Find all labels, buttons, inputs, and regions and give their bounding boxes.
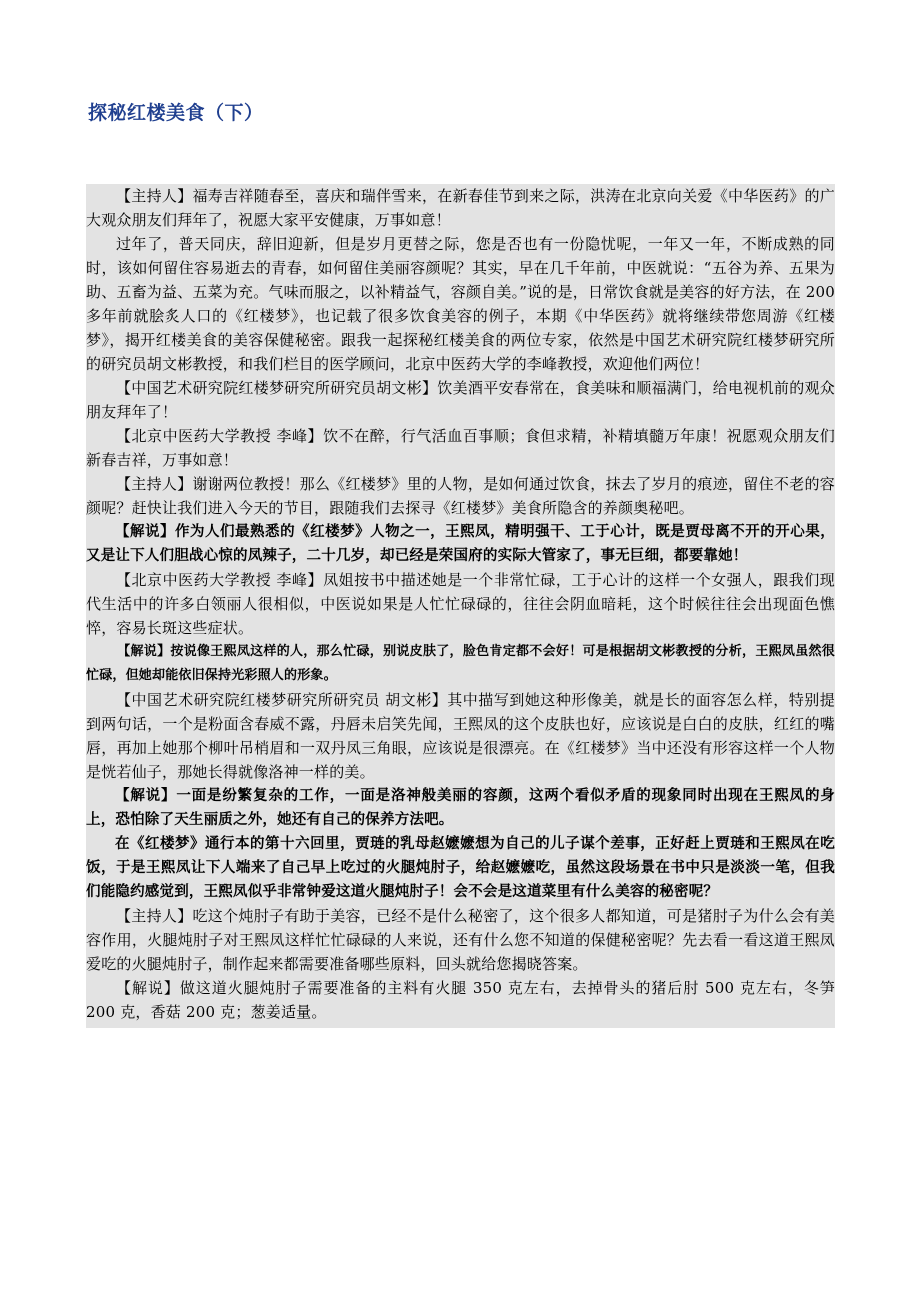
paragraph: 【解说】做这道火腿炖肘子需要准备的主料有火腿 350 克左右，去掉骨头的猪后肘 500 克左右，冬笋 200 克，香菇 200 克；葱姜适量。 (86, 979, 835, 1021)
paragraph: 【主持人】谢谢两位教授！那么《红楼梦》里的人物，是如何通过饮食，抹去了岁月的痕迹，留住不老的容颜呢？赶快让我们进入今天的节目，跟随我们去探寻《红楼梦》美食所隐含的养颜奥秘吧。 (86, 475, 835, 517)
paragraph: 【北京中医药大学教授 李峰】饮不在醉，行气活血百事顺；食但求精，补精填髓万年康！祝愿观众朋友们新春吉祥，万事如意！ (86, 427, 835, 469)
paragraph: 过年了，普天同庆，辞旧迎新，但是岁月更替之际，您是否也有一份隐忧呢，一年又一年，不断成熟的同时，该如何留住容易逝去的青春，如何留住美丽容颜呢？其实，早在几千年前，中医就说：“五谷为养、五果为助、五畜为益、五菜为充。气味而服之，以补精益气，容颜自美。”说的是，日常饮食就是美容的好方法，在 200 多年前就脍炙人口的《红楼梦》，也记载了很多饮食美容的例子，本期《中华医药》就将继续带您周游《红楼梦》，揭开红楼美食的美容保健秘密。跟我一起探秘红楼美食的两位专家，依然是中国艺术研究院红楼梦研究所的研究员胡文彬教授，和我们栏目的医学顾问，北京中医药大学的李峰教授，欢迎他们两位！ (86, 235, 835, 373)
article-body (86, 184, 835, 1028)
paragraph: 【中国艺术研究院红楼梦研究所研究员胡文彬】饮美酒平安春常在，食美味和顺福满门，给电视机前的观众朋友拜年了！ (86, 379, 835, 421)
narration-paragraph: 在《红楼梦》通行本的第十六回里，贾琏的乳母赵嬷嬷想为自己的儿子谋个差事，正好赶上贾琏和王熙凤在吃饭，于是王熙凤让下人端来了自己早上吃过的火腿炖肘子，给赵嬷嬷吃，虽然这段场景在书中只是淡淡一笔，但我们能隐约感觉到，王熙凤似乎非常钟爱这道火腿炖肘子！会不会是这道菜里有什么美容的秘密呢？ (86, 836, 835, 900)
narration-paragraph: 【解说】按说像王熙凤这样的人，那么忙碌，别说皮肤了，脸色肯定都不会好！可是根据胡文彬教授的分析，王熙凤虽然很忙碌，但她却能依旧保持光彩照人的形象。 (86, 644, 835, 683)
narration-paragraph: 【解说】一面是纷繁复杂的工作，一面是洛神般美丽的容颜，这两个看似矛盾的现象同时出现在王熙凤的身上，恐怕除了天生丽质之外，她还有自己的保养方法吧。 (86, 788, 835, 828)
paragraph: 【中国艺术研究院红楼梦研究所研究员 胡文彬】其中描写到她这种形像美，就是长的面容怎么样，特别提到两句话，一个是粉面含春威不露，丹唇未启笑先闻，王熙凤的这个皮肤也好，应该说是白白的皮肤，红红的嘴唇，再加上她那个柳叶吊梢眉和一双丹凤三角眼，应该说是很漂亮。在《红楼梦》当中还没有形容这样一个人物是恍若仙子，那她长得就像洛神一样的美。 (86, 691, 835, 781)
paragraph: 【主持人】吃这个炖肘子有助于美容，已经不是什么秘密了，这个很多人都知道，可是猪肘子为什么会有美容作用，火腿炖肘子对王熙凤这样忙忙碌碌的人来说，还有什么您不知道的保健秘密呢？先去看一看这道王熙凤爱吃的火腿炖肘子，制作起来都需要准备哪些原料，回头就给您揭晓答案。 (86, 907, 835, 973)
paragraph: 【北京中医药大学教授 李峰】凤姐按书中描述她是一个非常忙碌，工于心计的这样一个女强人，跟我们现代生活中的许多白领丽人很相似，中医说如果是人忙忙碌碌的，往往会阴血暗耗，这个时候往往会出现面色憔悴，容易长斑这些症状。 (86, 571, 835, 637)
narration-paragraph: 【解说】作为人们最熟悉的《红楼梦》人物之一，王熙凤，精明强干、工于心计，既是贾母离不开的开心果，又是让下人们胆战心惊的凤辣子，二十几岁，却已经是荣国府的实际大管家了，事无巨细，都要靠她！ (86, 524, 835, 564)
paragraph: 【主持人】福寿吉祥随春至，喜庆和瑞伴雪来，在新春佳节到来之际，洪涛在北京向关爱《中华医药》的广大观众朋友们拜年了，祝愿大家平安健康，万事如意！ (86, 187, 835, 229)
page-title: 探秘红楼美食（下） (88, 102, 264, 124)
